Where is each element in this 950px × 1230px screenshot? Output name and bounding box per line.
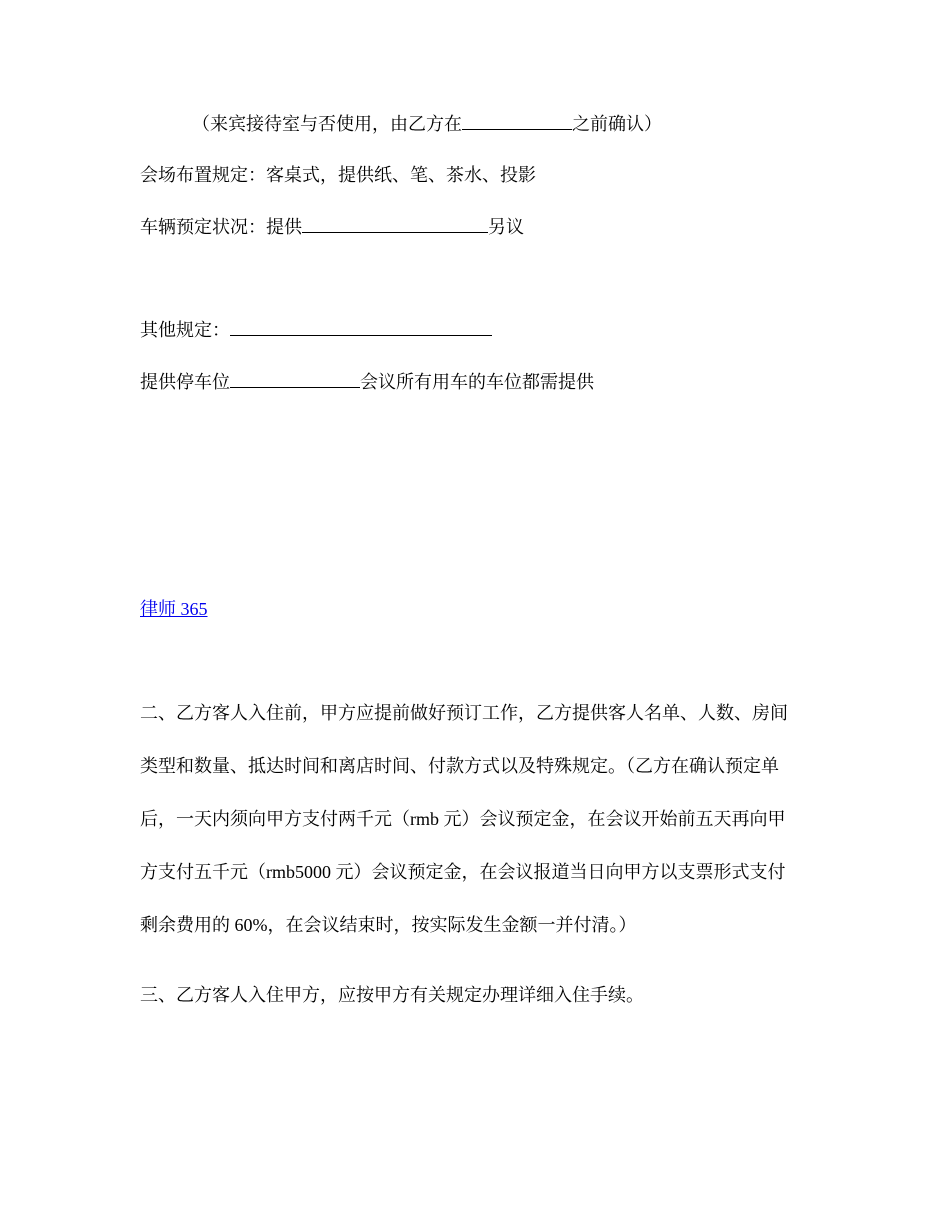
other-rules-blank bbox=[230, 317, 492, 336]
vehicle-booking-tail: 另议 bbox=[488, 217, 524, 237]
vehicle-booking-label: 车辆预定状况：提供 bbox=[140, 217, 302, 237]
venue-layout-rule bbox=[140, 163, 536, 187]
parking-provision bbox=[140, 369, 594, 394]
section-2-line: 二、乙方客人入住前，甲方应提前做好预订工作，乙方提供客人名单、人数、房间 bbox=[140, 703, 788, 723]
lawyer-link-line bbox=[140, 597, 208, 621]
reception-room-note-open: （来宾接待室与否使用，由乙方在 bbox=[192, 114, 462, 134]
section-2-line: 后，一天内须向甲方支付两千元（rmb 元）会议预定金，在会议开始前五天再向甲 bbox=[140, 809, 786, 829]
vehicle-booking-blank bbox=[302, 214, 488, 233]
venue-layout-text: 会场布置规定：客桌式，提供纸、笔、茶水、投影 bbox=[140, 165, 536, 185]
section-2-line: 方支付五千元（rmb5000 元）会议预定金，在会议报道当日向甲方以支票形式支付 bbox=[140, 862, 786, 882]
parking-blank bbox=[230, 369, 360, 388]
reception-room-note bbox=[192, 111, 662, 136]
section-3-paragraph bbox=[140, 983, 644, 1007]
section-2-line: 剩余费用的 60%，在会议结束时，按实际发生金额一并付清。） bbox=[140, 915, 637, 935]
parking-label: 提供停车位 bbox=[140, 372, 230, 392]
vehicle-booking-status bbox=[140, 214, 524, 239]
confirm-date-blank bbox=[462, 111, 572, 130]
parking-tail: 会议所有用车的车位都需提供 bbox=[360, 372, 594, 392]
section-2-paragraph bbox=[140, 687, 815, 952]
other-rules bbox=[140, 317, 492, 342]
section-2-line: 类型和数量、抵达时间和离店时间、付款方式以及特殊规定。（乙方在确认预定单 bbox=[140, 756, 779, 776]
lawyer-365-link[interactable]: 律师 365 bbox=[140, 599, 208, 619]
other-rules-label: 其他规定： bbox=[140, 320, 230, 340]
reception-room-note-close: 之前确认） bbox=[572, 114, 662, 134]
section-3-text: 三、乙方客人入住甲方，应按甲方有关规定办理详细入住手续。 bbox=[140, 985, 644, 1005]
